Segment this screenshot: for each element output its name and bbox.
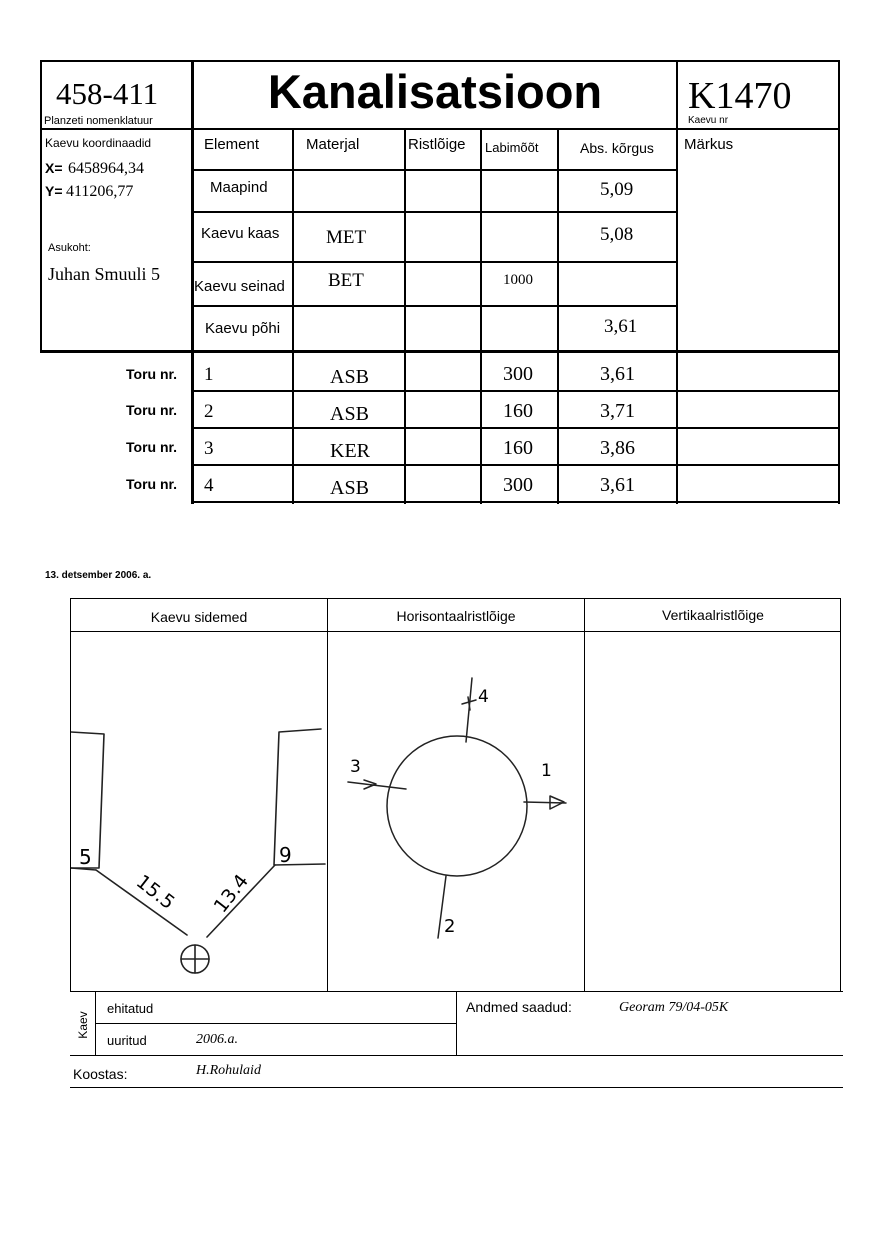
- col-material: Materjal: [306, 136, 360, 153]
- pipe-material: KER: [330, 440, 370, 462]
- element-name: Kaevu kaas: [201, 225, 280, 242]
- pipe-2-label: 2: [444, 916, 456, 937]
- well-ties-sketch: [71, 632, 327, 991]
- element-name: Maapind: [210, 179, 268, 196]
- pipe-3-label: 3: [350, 757, 361, 777]
- pipe-diameter: 160: [503, 437, 533, 459]
- element-elevation: 5,09: [600, 179, 634, 200]
- pipe-label: Toru nr.: [126, 402, 178, 418]
- distance-left-label: 15.5: [131, 870, 179, 914]
- built-label: ehitatud: [107, 1001, 154, 1016]
- data-source-value: Georam 79/04-05K: [619, 1000, 729, 1015]
- surveyed-label: uuritud: [107, 1033, 147, 1048]
- element-material: MET: [326, 227, 367, 248]
- pipe-diameter: 160: [503, 400, 533, 422]
- document-date: 13. detsember 2006. a.: [45, 570, 152, 581]
- pipe-diameter: 300: [503, 474, 533, 496]
- pipe-number: 1: [204, 364, 214, 385]
- sheet-number-label: Planzeti nomenklatuur: [44, 115, 153, 127]
- pipe-material: ASB: [330, 477, 369, 499]
- col-elevation: Abs. kõrgus: [580, 140, 654, 156]
- col-diameter: Labimõõt: [485, 140, 539, 155]
- location-value: Juhan Smuuli 5: [48, 264, 161, 284]
- coordinates-label: Kaevu koordinaadid: [45, 136, 152, 150]
- author-label: Koostas:: [73, 1066, 128, 1082]
- pipe-number: 3: [204, 438, 214, 459]
- kaev-label: Kaev: [76, 1011, 90, 1039]
- pipe-elevation: 3,71: [600, 400, 635, 422]
- pipe-1-label: 1: [541, 761, 552, 781]
- horizontal-section-sketch: [328, 632, 584, 991]
- y-label: Y=: [45, 183, 63, 199]
- col-cross-section: Ristlõige: [408, 136, 466, 153]
- element-elevation: 5,08: [600, 224, 634, 245]
- data-source-label: Andmed saadud:: [466, 999, 572, 1015]
- x-coordinate: 6458964,34: [68, 160, 144, 177]
- element-name: Kaevu põhi: [205, 320, 281, 337]
- well-number-label: Kaevu nr: [688, 115, 729, 126]
- building-right-label: 9: [279, 843, 292, 867]
- pipe-diameter: 300: [503, 363, 533, 385]
- pipe-label: Toru nr.: [126, 439, 178, 455]
- author-value: H.Rohulaid: [196, 1063, 261, 1078]
- pipe-elevation: 3,61: [600, 474, 635, 496]
- pipe-4-label: 4: [478, 687, 489, 707]
- pipe-elevation: 3,61: [600, 363, 635, 385]
- distance-right-label: 13.4: [209, 870, 253, 918]
- section-title: Kaevu sidemed: [150, 609, 248, 625]
- pipe-label: Toru nr.: [126, 366, 178, 382]
- location-label: Asukoht:: [48, 242, 91, 254]
- well-number: K1470: [688, 75, 792, 117]
- pipe-elevation: 3,86: [600, 437, 635, 459]
- pipe-number: 2: [204, 401, 214, 422]
- element-material: BET: [328, 270, 364, 291]
- pipe-label: Toru nr.: [126, 476, 178, 492]
- x-label: X=: [45, 160, 63, 176]
- element-name: Kaevu seinad: [194, 278, 285, 295]
- y-coordinate: 411206,77: [66, 183, 134, 200]
- pipe-number: 4: [204, 475, 214, 496]
- col-notes: Märkus: [684, 136, 734, 153]
- well-circle: [387, 736, 527, 876]
- pipe-material: ASB: [330, 403, 369, 425]
- col-element: Element: [204, 136, 260, 153]
- section-title: Horisontaalristlõige: [396, 608, 516, 624]
- element-diameter: 1000: [503, 272, 533, 288]
- pipe-material: ASB: [330, 366, 369, 388]
- section-title: Vertikaalristlõige: [662, 607, 764, 623]
- sheet-number: 458-411: [56, 76, 159, 111]
- building-left-label: 5: [79, 845, 92, 869]
- surveyed-value: 2006.a.: [196, 1032, 238, 1047]
- page-title: Kanalisatsioon: [267, 65, 603, 118]
- element-elevation: 3,61: [604, 316, 638, 337]
